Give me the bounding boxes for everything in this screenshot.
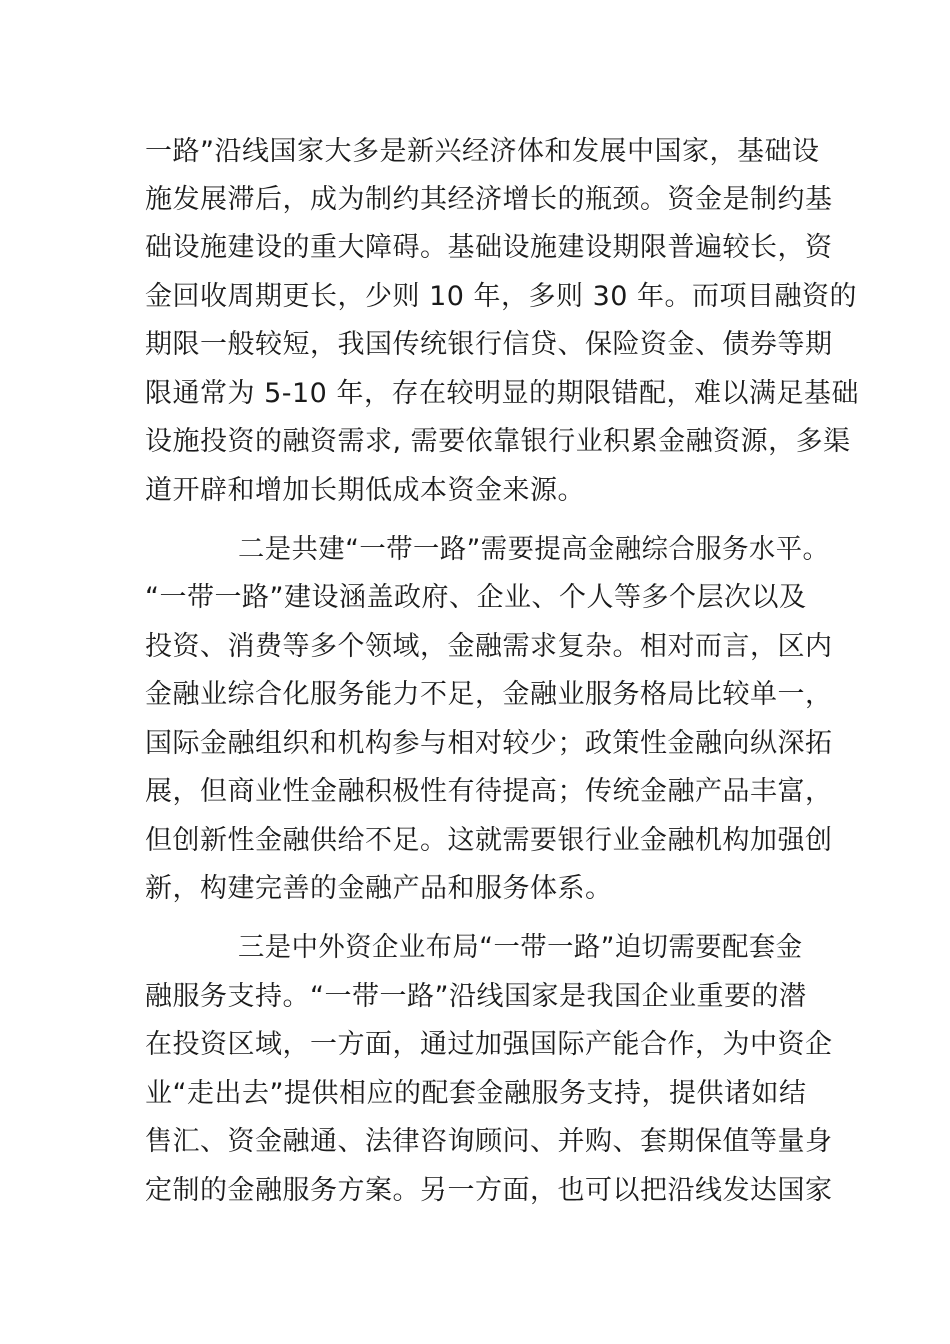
text-line: 一路”沿线国家大多是新兴经济体和发展中国家，基础设	[145, 136, 820, 167]
text-line: 施发展滞后，成为制约其经济增长的瓶颈。资金是制约基	[145, 184, 833, 215]
text-line: 金融业综合化服务能力不足，金融业服务格局比较单一，	[145, 679, 833, 710]
paragraph-heading-line: 二是共建“一带一路”需要提高金融综合服务水平。	[238, 534, 830, 565]
text-line: 展，但商业性金融积极性有待提高；传统金融产品丰富，	[145, 776, 833, 807]
text-line: 国际金融组织和机构参与相对较少；政策性金融向纵深拓	[145, 728, 833, 759]
text-line: 售汇、资金融通、法律咨询顾问、并购、套期保值等量身	[145, 1126, 833, 1157]
text-line: 期限一般较短，我国传统银行信贷、保险资金、债券等期	[145, 329, 833, 360]
text-line: 金回收周期更长，少则 10 年，多则 30 年。而项目融资的	[145, 281, 858, 312]
text-line: 在投资区域，一方面，通过加强国际产能合作，为中资企	[145, 1029, 833, 1060]
text-line: 设施投资的融资需求, 需要依靠银行业积累金融资源，多渠	[145, 426, 851, 457]
text-line: 融服务支持。“一带一路”沿线国家是我国企业重要的潜	[145, 981, 807, 1012]
text-line: “一带一路”建设涵盖政府、企业、个人等多个层次以及	[145, 582, 807, 613]
text-line: 业“走出去”提供相应的配套金融服务支持，提供诸如结	[145, 1078, 807, 1109]
text-line: 定制的金融服务方案。另一方面，也可以把沿线发达国家	[145, 1175, 833, 1206]
text-line: 限通常为 5-10 年，存在较明显的期限错配，难以满足基础	[145, 378, 859, 409]
text-line: 础设施建设的重大障碍。基础设施建设期限普遍较长，资	[145, 232, 833, 263]
text-line: 道开辟和增加长期低成本资金来源。	[145, 475, 585, 506]
paragraph-heading-line: 三是中外资企业布局“一带一路”迫切需要配套金	[238, 932, 803, 963]
text-line: 新，构建完善的金融产品和服务体系。	[145, 873, 613, 904]
text-line: 但创新性金融供给不足。这就需要银行业金融机构加强创	[145, 825, 833, 856]
text-line: 投资、消费等多个领域，金融需求复杂。相对而言，区内	[145, 631, 833, 662]
